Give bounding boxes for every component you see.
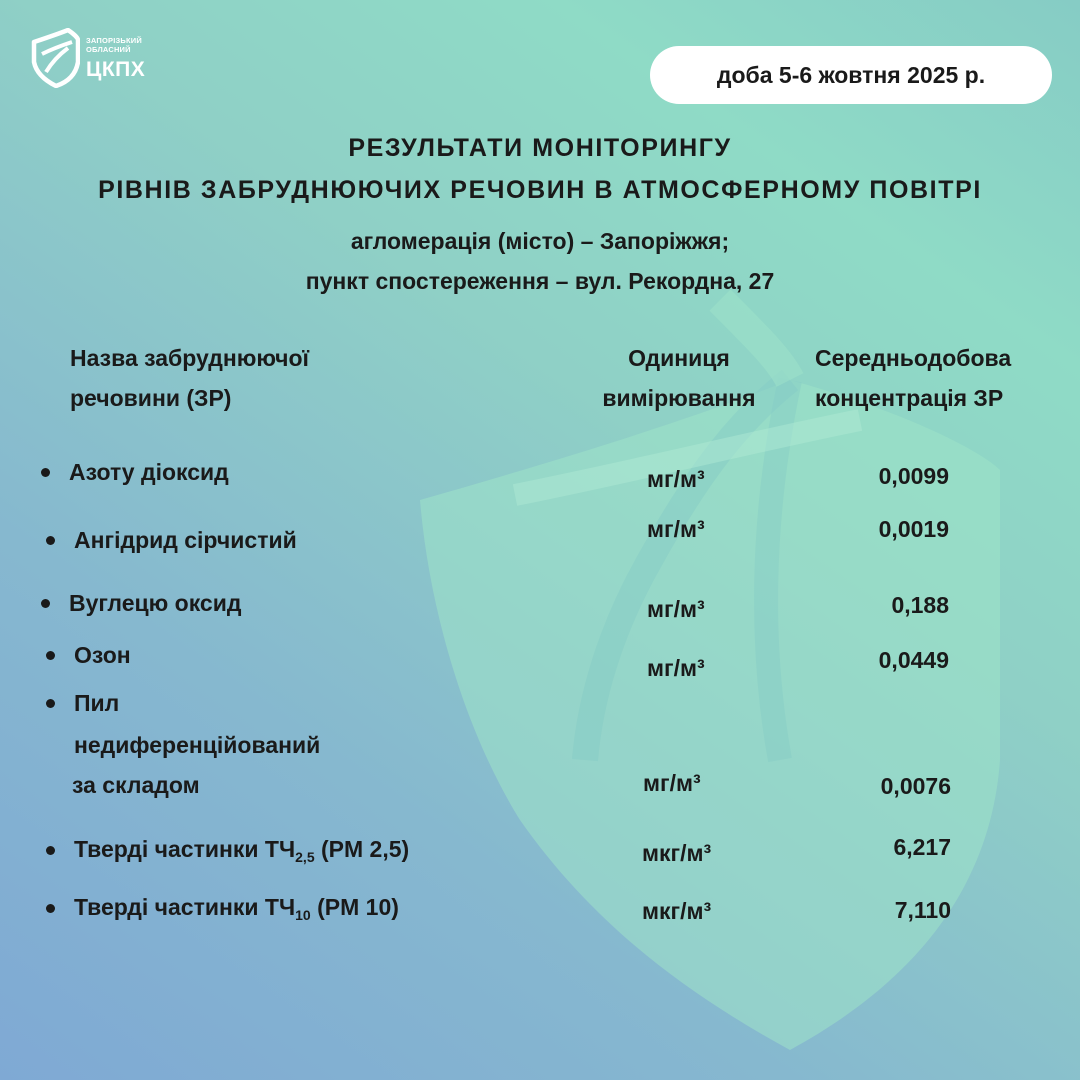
pollutant-name-main: Тверді частинки ТЧ bbox=[74, 836, 296, 862]
pollutant-unit: мг/м³ bbox=[647, 516, 705, 542]
column-header-concentration bbox=[815, 338, 1011, 418]
pollutant-name bbox=[74, 836, 409, 865]
pollutant-unit: мг/м³ bbox=[647, 655, 705, 681]
pollutant-unit: мкг/м³ bbox=[642, 840, 712, 866]
pollutant-name bbox=[74, 894, 399, 923]
pollutant-unit: мг/м³ bbox=[643, 770, 701, 796]
subtitle-observation-point: пункт спостереження – вул. Рекордна, 27 bbox=[305, 268, 775, 294]
date-label: доба 5-6 жовтня 2025 р. bbox=[716, 61, 986, 88]
column-header-unit bbox=[560, 338, 798, 418]
logo-text-line3: ЦКПХ bbox=[86, 58, 146, 81]
pollutant-value: 0,0076 bbox=[880, 773, 951, 799]
pollutant-name-main: Тверді частинки ТЧ bbox=[74, 894, 296, 920]
pollutant-name-subscript: 10 bbox=[295, 907, 311, 923]
page-title-line2: РІВНІВ ЗАБРУДНЮЮЧИХ РЕЧОВИН В АТМОСФЕРНОМУ ПОВІТРІ bbox=[98, 176, 982, 204]
pollutant-value: 0,0449 bbox=[878, 647, 949, 673]
pollutant-unit: мкг/м³ bbox=[642, 898, 712, 924]
pollutant-name-suffix: (PM 2,5) bbox=[314, 836, 410, 862]
shield-leaf-icon bbox=[28, 28, 80, 88]
pollutant-value: 0,0099 bbox=[878, 463, 949, 489]
column-header-name bbox=[70, 338, 309, 418]
pollutant-name-suffix: (PM 10) bbox=[310, 894, 399, 920]
pollutant-name: Азоту діоксид bbox=[69, 459, 229, 485]
bullet-icon bbox=[46, 651, 55, 660]
pollutant-unit: мг/м³ bbox=[647, 596, 705, 622]
pollutant-value: 0,188 bbox=[891, 592, 949, 618]
subtitle-agglomeration: агломерація (місто) – Запоріжжя; bbox=[350, 228, 730, 254]
pollutant-name: Озон bbox=[74, 642, 131, 668]
column-header-name-line2: речовини (ЗР) bbox=[70, 385, 232, 411]
logo bbox=[28, 28, 168, 92]
logo-text-line2: ОБЛАСНИЙ bbox=[86, 45, 131, 54]
column-header-conc-line1: Середньодобова bbox=[815, 345, 1012, 371]
pollutant-name: Ангідрид сірчистий bbox=[74, 527, 297, 553]
date-badge bbox=[650, 46, 1052, 104]
column-header-conc-line2: концентрація ЗР bbox=[815, 385, 1004, 411]
column-header-unit-line2: вимірювання bbox=[602, 385, 756, 411]
pollutant-name-subscript: 2,5 bbox=[295, 849, 315, 865]
pollutant-unit: мг/м³ bbox=[647, 466, 705, 492]
bullet-icon bbox=[46, 846, 55, 855]
bullet-icon bbox=[41, 599, 50, 608]
column-header-name-line1: Назва забруднюючої bbox=[70, 345, 309, 371]
bullet-icon bbox=[46, 904, 55, 913]
pollutant-name: Вуглецю оксид bbox=[69, 590, 242, 616]
bullet-icon bbox=[46, 536, 55, 545]
pollutant-name-line2: недиференційований bbox=[74, 732, 321, 758]
bullet-icon bbox=[41, 468, 50, 477]
bullet-icon bbox=[46, 699, 55, 708]
page-title-line1: РЕЗУЛЬТАТИ МОНІТОРИНГУ bbox=[348, 134, 732, 162]
pollutant-name-line3: за складом bbox=[72, 772, 200, 798]
column-header-unit-line1: Одиниця bbox=[628, 345, 730, 371]
logo-text-line1: ЗАПОРІЗЬКИЙ bbox=[86, 36, 142, 45]
pollutant-value: 7,110 bbox=[894, 897, 951, 923]
pollutant-value: 6,217 bbox=[893, 834, 951, 860]
pollutant-name-line1: Пил bbox=[74, 690, 120, 716]
pollutant-value: 0,0019 bbox=[878, 516, 949, 542]
